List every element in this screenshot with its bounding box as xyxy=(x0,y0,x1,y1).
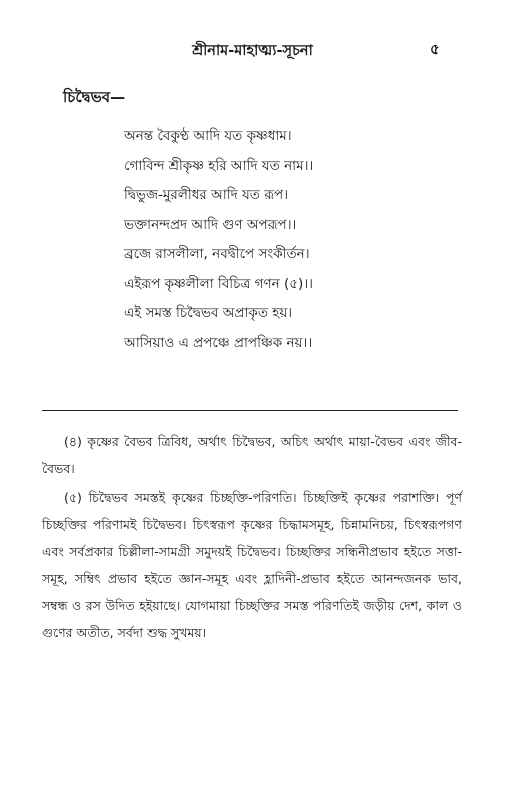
footnote-divider xyxy=(42,410,458,411)
running-head-title: শ্রীনাম-মাহাত্ম্য-সূচনা xyxy=(192,43,313,59)
page-number: ৫ xyxy=(430,40,440,58)
verse-line: অনন্ত বৈকুণ্ঠ আদি যত কৃষ্ণধাম। xyxy=(124,128,292,144)
verse-line: ভক্তানন্দপ্রদ আদি গুণ অপরূপ।। xyxy=(124,216,297,233)
footnotes xyxy=(42,428,462,648)
verse-block xyxy=(124,122,484,358)
verse-line: ব্রজে রাসলীলা, নবদ্বীপে সংকীর্তন। xyxy=(124,246,310,262)
verse-line: এইরূপ কৃষ্ণলীলা বিচিত্র গণন (৫)।। xyxy=(124,275,313,292)
section-heading: চিদ্বৈভব— xyxy=(63,88,126,106)
verse-line: আসিয়াও এ প্রপঞ্চে প্রাপঞ্চিক নয়।। xyxy=(124,334,313,351)
verse-line: দ্বিভুজ-মুরলীধর আদি যত রূপ। xyxy=(124,187,289,203)
verse-line: এই সমস্ত চিদ্বৈভব অপ্রাকৃত হয়। xyxy=(124,305,293,321)
footnote-4: (৪) কৃষ্ণের বৈভব ত্রিবিধ, অর্থাৎ চিদ্বৈভব, অচিৎ অর্থাৎ মায়া-বৈভব এবং জীব-বৈভব। xyxy=(42,434,462,476)
footnote-5: (৫) চিদ্বৈভব সমস্তই কৃষ্ণের চিচ্ছক্তি-পরিণতি। চিচ্ছক্তিই কৃষ্ণের পরাশক্তি। পূর্ণ চিচ্ছক্তির পরিণামই চিদ্বৈভব। চিৎস্বরূপ কৃষ্ণের চিদ্ধামসমূহ, চিন্নামনিচয়, চিৎস্বরূপগণ এবং সর্বপ্রকার চিল্লীলা-সামগ্রী সমুদয়ই চিদ্বৈভব। চিচ্ছক্তির সন্ধিনীপ্রভাব হইতে সত্তা-সমূহ, সম্বিৎ প্রভাব হইতে জ্ঞান-সমূহ এবং হ্লাদিনী-প্রভাব হইতে আনন্দজনক ভাব, সম্বন্ধ ও রস উদিত হইয়াছে। যোগমায়া চিচ্ছক্তির সমস্ত পরিণতিই জড়ীয় দেশ, কাল ও গুণের অতীত, সর্বদা শুদ্ধ সুখময়। xyxy=(42,490,462,640)
verse-line: গোবিন্দ শ্রীকৃষ্ণ হরি আদি যত নাম।। xyxy=(124,157,314,174)
